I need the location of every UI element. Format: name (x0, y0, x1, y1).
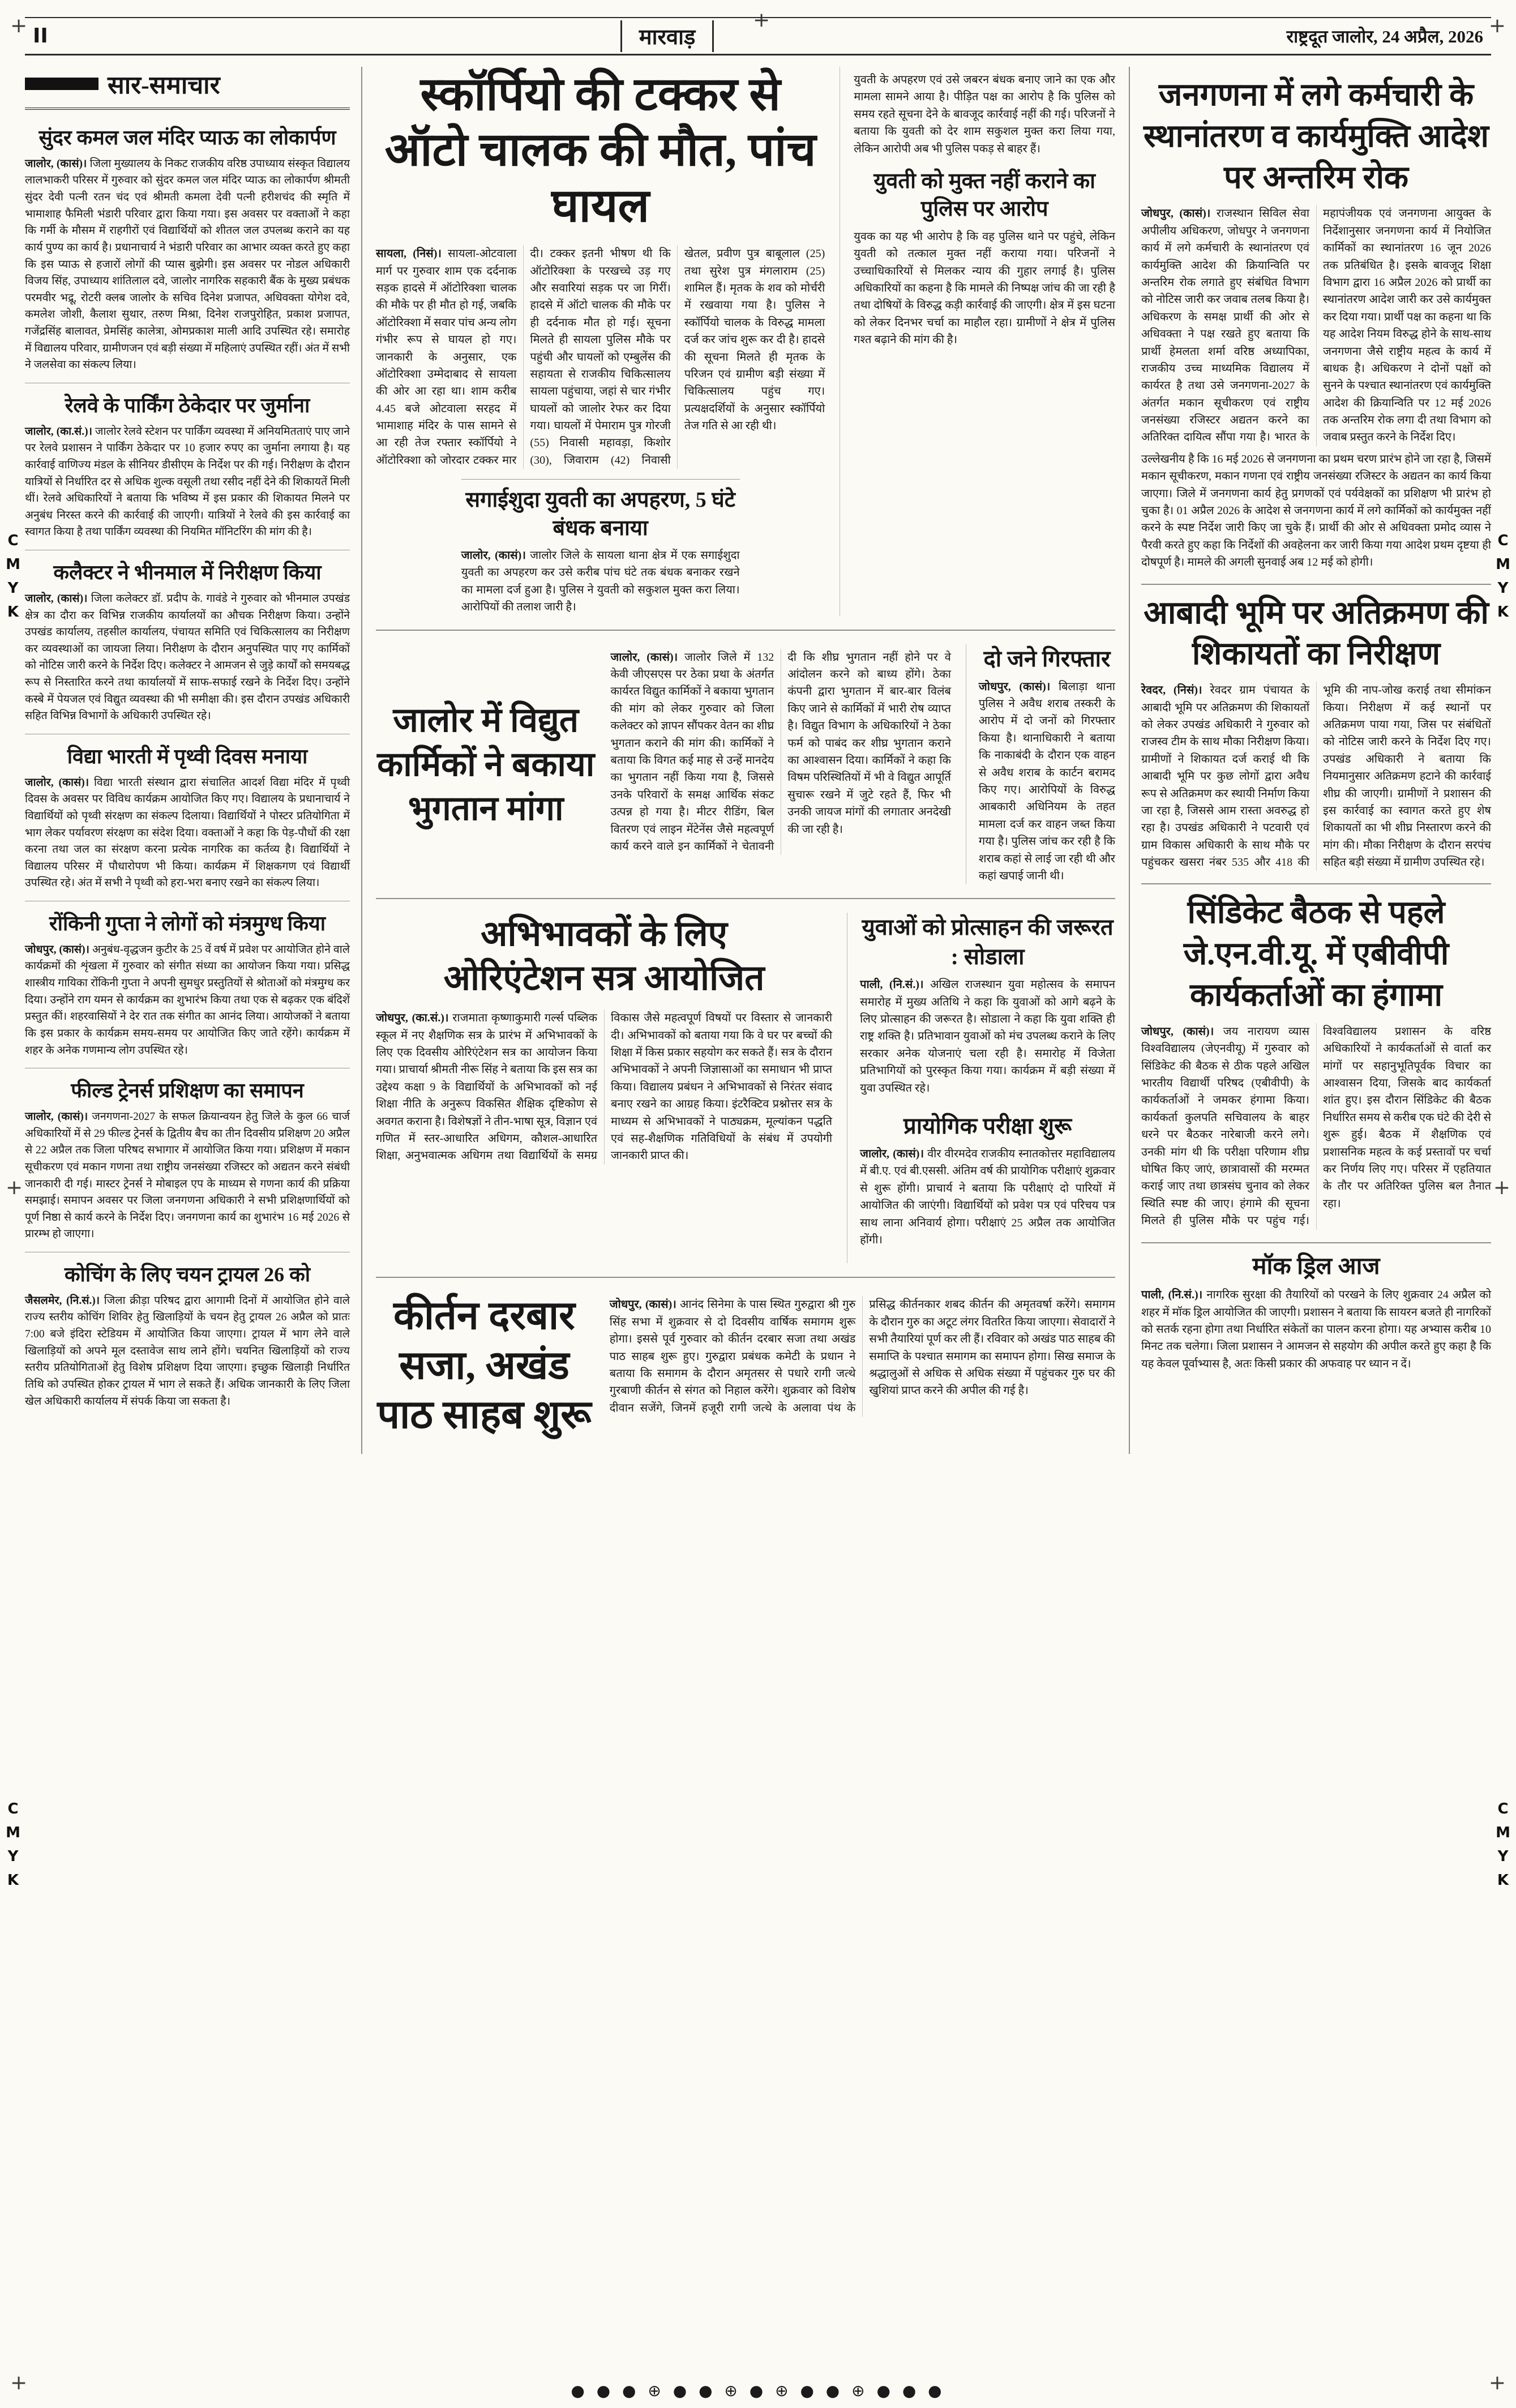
dateline: जालोर, (कासं)। (25, 776, 89, 789)
article-body (25, 1109, 350, 1243)
dateline: जैसलमेर, (नि.सं.)। (25, 1294, 100, 1307)
kirtan-body (610, 1291, 1115, 1440)
dateline: सायला, (निसं)। (376, 247, 442, 260)
dateline: जोधपुर, (का.सं.)। (376, 1012, 449, 1025)
inset-body (461, 547, 740, 616)
article-text: जनगणना-2027 के सफल क्रियान्वयन हेतु जिले के कुल 66 चार्ज अधिकारियों में से 29 फील्ड ट्रेनर्स के द्वितीय बैच का तीन दिवसीय प्रशिक्षण 20 अप्रैल से 22 अप्रैल तक जिला परिषद सभागार में आयोजित किया गया। प्रशिक्षण में मकान सूचीकरण एवं मकान गणना तथा राष्ट्रीय जनसंख्या रजिस्टर को अद्यतन करने संबंधी जानकारी दी गई। मास्टर ट्रेनर्स ने मोबाइल एप के माध्यम से गणना कार्य की प्रक्रिया समझाई। समापन अवसर पर जिला जनगणना अधिकारी ने सभी प्रशिक्षणार्थियों को पूर्ण निष्ठा से कार्य करने के निर्देश दिए। जनगणना कार्य का शुभारंभ 16 मई 2026 से प्रारम्भ हो जाएगा। (25, 1111, 350, 1241)
article-headline: रोंकिनी गुप्ता ने लोगों को मंत्रमुग्ध किया (49, 912, 326, 935)
section-title: मारवाड़ (620, 20, 714, 52)
article-census-stay-order (1141, 67, 1491, 585)
side-lead-text: युवती के अपहरण एवं उसे जबरन बंधक बनाए जाने का एक और मामला सामने आया है। पीड़ित पक्ष का आरोप है कि पुलिस को समय रहते सूचना देने के बावजूद कार्रवाई नहीं की गई। परिजनों ने बताया कि युवती को देर शाम सकुशल मुक्त करा लिया गया, लेकिन आरोपी अब भी पुलिस पकड़ से बाहर हैं। (854, 74, 1115, 155)
article-kirtan-darbar (376, 1278, 1115, 1454)
article-earth-day (25, 734, 350, 901)
orientation-headline: अभिभावकों के लिए ओरिएंटेशन सत्र आयोजित (443, 915, 765, 998)
article-body (25, 591, 350, 725)
crop-mark: + (10, 14, 28, 37)
youth-body (860, 976, 1115, 1097)
crop-mark: + (1488, 2371, 1506, 2394)
census-body-2: उल्लेखनीय है कि 16 मई 2026 से जनगणना का प्रथम चरण प्रारंभ होने जा रहा है, जिसमें मकान सूचीकरण, मकान गणना एवं राष्ट्रीय जनसंख्या रजिस्टर के अद्यतन का कार्य किया जाएगा। जिले में जनगणना कार्य हेतु प्रगणकों एवं पर्यवेक्षकों का प्रशिक्षण भी प्रारंभ हो चुका है। 01 अप्रैल 2026 के आदेश से जनगणना कार्य में लगे कार्मिकों को कार्यमुक्त नहीं करने के स्पष्ट निर्देश जारी किए जा चुके हैं। प्रार्थी की ओर से अधिवक्ता प्रमोद व्यास ने पैरवी करते हुए कहा कि निर्देशों की अवहेलना कर जारी किया गया आदेश प्रथम दृष्टया ही दोषपूर्ण है। मामले की अगली सुनवाई अब 12 मई को होगी। (1141, 452, 1491, 569)
article-text: अनुबंध-वृद्धजन कुटीर के 25 वें वर्ष में प्रवेश पर आयोजित होने वाले कार्यक्रमों की शृंखला में गुरुवार को संगीत संध्या का आयोजन किया गया। प्रसिद्ध शास्त्रीय गायिका रोंकिनी गुप्ता ने अपनी सुमधुर प्रस्तुतियों से श्रोताओं को मंत्रमुग्ध कर दिया। उन्होंने राग यमन से कार्यक्रम का शुभारंभ किया तथा एक से बढ़कर एक बंदिशें प्रस्तुत कीं। शहरवासियों ने देर रात तक संगीत का आनंद लिया। आयोजकों ने बताया कि इस प्रकार के कार्यक्रम समय-समय पर आयोजित किए जाते रहेंगे। कार्यक्रम में शहर के अनेक गणमान्य लोग उपस्थित रहे। (25, 943, 350, 1057)
article-encroachment-inspection (1141, 585, 1491, 885)
article-text: रेवदर ग्राम पंचायत के आबादी भूमि पर अतिक्रमण की शिकायतों को लेकर उपखंड अधिकारी ने गुरुवार को राजस्व टीम के साथ मौका निरीक्षण किया। ग्रामीणों ने शिकायत दर्ज कराई थी कि आबादी भूमि पर कुछ लोगों द्वारा अवैध रूप से अतिक्रमण कर स्थायी निर्माण किया जा रहा है, जिससे आम रास्ता अवरुद्ध हो रहा है। उपखंड अधिकारी ने पटवारी एवं ग्राम विकास अधिकारी के साथ मौके पर पहुंचकर खसरा नंबर 535 और 418 की भूमि की नाप-जोख कराई तथा सीमांकन किया। निरीक्षण में कई स्थानों पर अतिक्रमण पाया गया, जिस पर संबंधितों को नोटिस जारी करने के निर्देश दिए गए। उपखंड अधिकारी ने बताया कि नियमानुसार अतिक्रमण हटाने की कार्रवाई शीघ्र की जाएगी। ग्रामीणों ने प्रशासन की इस कार्रवाई का स्वागत करते हुए शेष शिकायतों का भी शीघ्र निस्तारण करने की मांग की। मौका निरीक्षण के दौरान सरपंच सहित बड़ी संख्या में ग्रामीण उपस्थित रहे। (1141, 684, 1491, 869)
article-body (25, 156, 350, 374)
article-headline: रेलवे के पार्किंग ठेकेदार पर जुर्माना (65, 394, 310, 417)
article-field-trainers (25, 1068, 350, 1252)
center-side-briefs (847, 913, 1115, 1263)
crop-mark: + (10, 2371, 28, 2394)
crop-mark: + (753, 8, 770, 32)
section-bar (25, 78, 99, 90)
arrests-headline: दो जने गिरफ्तार (983, 645, 1111, 671)
dateline: जालोर, (का.सं.)। (25, 425, 92, 438)
dateline: जालोर, (कासं)। (25, 592, 88, 605)
article-collector-inspection (25, 550, 350, 734)
article-text: राजस्थान सिविल सेवा अपीलीय अधिकरण, जोधपुर ने जनगणना कार्य में लगे कर्मचारी के स्थानांतरण एवं कार्यमुक्ति आदेश की क्रियान्विति पर अन्तरिम रोक लगाते हुए संबंधित विभाग को नोटिस जारी कर जवाब तलब किया है। अधिकरण के समक्ष प्रार्थी की ओर से अधिवक्ता ने पक्ष रखते हुए बताया कि प्रार्थी हेमलता शर्मा वरिष्ठ अध्यापिका, राजकीय उच्च माध्यमिक विद्यालय में कार्यरत है तथा उसे जनगणना-2027 के अंतर्गत मकान सूचीकरण एवं राष्ट्रीय जनसंख्या रजिस्टर अद्यतन करने का अतिरिक्त दायित्व सौंपा गया है। भारत के महापंजीयक एवं जनगणना आयुक्त के निर्देशानुसार जनगणना कार्य में नियोजित कार्मिकों का स्थानांतरण 16 जून 2026 तक प्रतिबंधित है। इसके बावजूद शिक्षा विभाग द्वारा 16 अप्रैल 2026 को प्रार्थी का स्थानांतरण आदेश जारी कर उसे कार्यमुक्त कर दिया गया। प्रार्थी पक्ष का कहना था कि यह आदेश नियम विरुद्ध होने के साथ-साथ जनगणना जैसे राष्ट्रीय महत्व के कार्य में बाधक है। अधिकरण ने दोनों पक्षों को सुनने के पश्चात स्थानांतरण एवं कार्यमुक्ति आदेश की क्रियान्विति पर 12 मई 2026 तक अन्तरिम रोक लगा दी तथा विभाग को जवाब प्रस्तुत करने के निर्देश दिए। (1141, 207, 1491, 444)
article-row-orientation (376, 899, 1115, 1278)
article-text: बिलाड़ा थाना पुलिस ने अवैध शराब तस्करी के आरोप में दो जनों को गिरफ्तार किया है। थानाधिकारी ने बताया कि नाकाबंदी के दौरान एक वाहन से अवैध शराब के कार्टन बरामद किए गए। आरोपियों के विरुद्ध आबकारी अधिनियम के तहत मामला दर्ज कर वाहन जब्त किया गया है। पुलिस जांच कर रही है कि शराब कहां से लाई जा रही थी और कहां खपाई जानी थी। (978, 680, 1115, 882)
cmyk-registration-right-upper: CMYK (1494, 532, 1511, 627)
article-two-arrested (966, 644, 1115, 885)
dateline: जालोर, (कासं)। (860, 1148, 924, 1161)
encroachment-headline: आबादी भूमि पर अतिक्रमण की शिकायतों का निरीक्षण (1144, 595, 1489, 672)
article-text: आनंद सिनेमा के पास स्थित गुरुद्वारा श्री गुरु सिंह सभा में शुक्रवार से दो दिवसीय वार्षिक समागम शुरू होगा। इससे पूर्व गुरुवार को कीर्तन दरबार सजा तथा अखंड पाठ साहब शुरू हुए। गुरुद्वारा प्रबंधक कमेटी के प्रधान ने बताया कि समागम के दौरान अमृतसर से पधारे रागी जत्थे गुरबाणी कीर्तन से संगत को निहाल करेंगे। शुक्रवार को विशेष दीवान सजेंगे, जिनमें हजूरी रागी जत्थे के अलावा पंथ के प्रसिद्ध कीर्तनकार शबद कीर्तन की अमृतवर्षा करेंगे। समागम के दौरान गुरु का अटूट लंगर वितरित किया जाएगा। सेवादारों ने सभी तैयारियां पूर्ण कर ली हैं। रविवार को अखंड पाठ साहब की समाप्ति के पश्चात समागम का समापन होगा। सिख समाज के श्रद्धालुओं से अधिक से अधिक संख्या में पहुंचकर गुरु घर की खुशियां प्राप्त करने की अपील की गई है। (609, 1298, 1115, 1414)
article-text: विद्या भारती संस्थान द्वारा संचालित आदर्श विद्या मंदिर में पृथ्वी दिवस के अवसर पर विविध कार्यक्रम आयोजित किए गए। विद्यालय के प्रधानाचार्य ने विद्यार्थियों को पृथ्वी संरक्षण का संकल्प दिलाया। विद्यार्थियों ने पोस्टर प्रतियोगिता में भाग लेकर पर्यावरण संरक्षण का संदेश दिया। वक्ताओं ने कहा कि पेड़-पौधों की रक्षा करना तथा जल का संरक्षण करना प्रत्येक नागरिक का कर्तव्य है। विद्यार्थियों ने विद्यालय परिसर में पौधारोपण भी किया। कार्यक्रम में शिक्षकगण एवं विद्यार्थी उपस्थित रहे। अंत में सभी ने पृथ्वी को हरा-भरा बनाए रखने का संकल्प लिया। (25, 776, 350, 889)
page-body (0, 55, 1516, 1499)
dateline: जोधपुर, (कासं)। (1141, 1025, 1214, 1038)
article-headline: सुंदर कमल जल मंदिर प्याऊ का लोकार्पण (38, 126, 336, 149)
encroachment-body-columns (1141, 682, 1491, 871)
article-headline: फील्ड ट्रेनर्स प्रशिक्षण का समापन (71, 1079, 304, 1102)
article-mock-drill (1141, 1243, 1491, 1385)
exam-headline: प्रायोगिक परीक्षा शुरू (903, 1113, 1072, 1139)
crop-mark: + (1488, 14, 1506, 37)
dateline: जोधपुर, (कासं)। (1141, 207, 1211, 220)
article-text: सायला-ओटवाला मार्ग पर गुरुवार शाम एक दर्दनाक सड़क हादसे में ऑटोरिक्शा चालक की मौके पर ही मौत हो गई, जबकि ऑटोरिक्शा में सवार पांच अन्य लोग गंभीर रूप से घायल हो गए। जानकारी के अनुसार, एक ऑटोरिक्शा उम्मेदाबाद से सायला की ओर आ रहा था। शाम करीब 4.45 बजे ओटवाला सरहद में भामाशाह मंदिर के पास सामने से आ रही तेज रफ्तार स्कॉर्पियो ने ऑटोरिक्शा को जोरदार टक्कर मार दी। टक्कर इतनी भीषण थी कि ऑटोरिक्शा के परखच्चे उड़ गए और सवारियां सड़क पर जा गिरीं। हादसे में ऑटो चालक की मौके पर ही दर्दनाक मौत हो गई। सूचना मिलते ही सायला पुलिस मौके पर पहुंची और घायलों को एम्बुलेंस की सहायता से राजकीय चिकित्सालय सायला पहुंचाया, जहां से चार गंभीर घायलों को जालोर रेफर कर दिया गया। घायलों में पेमाराम पुत्र गोरजी (55) निवासी महावड़ा, किशोर (30), जिवाराम (42) निवासी खेतल, प्रवीण पुत्र बाबूलाल (25) तथा सुरेश पुत्र मंगलाराम (25) शामिल हैं। मृतक के शव को मोर्चरी में रखवाया गया है। पुलिस ने स्कॉर्पियो चालक के विरुद्ध मामला दर्ज कर जांच शुरू कर दी है। हादसे की सूचना मिलते ही मृतक के परिजन एवं ग्रामीण बड़ी संख्या में चिकित्सालय पहुंच गए। प्रत्यक्षदर्शियों के अनुसार स्कॉर्पियो तेज गति से आ रही थी। (376, 247, 825, 467)
census-body-columns (1141, 205, 1491, 446)
youth-headline: युवाओं को प्रोत्साहन की जरूरत : सोडाला (862, 914, 1114, 970)
article-text: जालोर रेलवे स्टेशन पर पार्किंग व्यवस्था में अनियमितताएं पाए जाने पर रेलवे प्रशासन ने पार्किंग ठेकेदार पर 10 हजार रुपए का जुर्माना लगाया है। यह कार्रवाई वाणिज्य मंडल के सीनियर डीसीएम के निर्देश पर की गई। निरीक्षण के दौरान यात्रियों से निर्धारित दर से अधिक शुल्क वसूली तथा रसीद नहीं देने की शिकायतें मिली थीं। रेलवे अधिकारियों ने बताया कि भविष्य में इस प्रकार की शिकायत मिलने पर अनुबंध निरस्त करने की कार्रवाई की जाएगी। यात्रियों ने रेलवे की इस कार्रवाई का स्वागत किया है तथा पार्किंग व्यवस्था की नियमित मॉनिटरिंग की मांग की है। (25, 425, 350, 538)
orientation-body-columns (376, 1010, 832, 1165)
abvp-body-columns (1141, 1023, 1491, 1230)
center-column (362, 67, 1129, 1454)
dateline: पाली, (नि.सं.)। (1141, 1289, 1203, 1302)
crop-mark: + (6, 1176, 23, 1199)
inset-headline: सगाईशुदा युवती का अपहरण, 5 घंटे बंधक बनाया (465, 488, 735, 540)
article-text: जय नारायण व्यास विश्वविद्यालय (जेएनवीयू) में गुरुवार को सिंडिकेट की बैठक से ठीक पहले अखिल भारतीय विद्यार्थी परिषद (एबीवीपी) के कार्यकर्ताओं ने जमकर हंगामा किया। कार्यकर्ता कुलपति सचिवालय के बाहर धरने पर बैठकर नारेबाजी करने लगे। उनकी मांग थी कि परीक्षा परिणाम शीघ्र घोषित किए जाएं, छात्रावासों की मरम्मत कराई जाए तथा छात्रसंघ चुनाव को लेकर स्थिति स्पष्ट की जाए। हंगामे की सूचना मिलते ही पुलिस मौके पर पहुंच गई। विश्वविद्यालय प्रशासन के वरिष्ठ अधिकारियों ने कार्यकर्ताओं से वार्ता कर मांगों पर सहानुभूतिपूर्वक विचार का आश्वासन दिया, जिसके बाद कार्यकर्ता शांत हुए। इस दौरान सिंडिकेट की बैठक निर्धारित समय से करीब एक घंटे की देरी से शुरू हुई। बैठक में शैक्षणिक एवं प्रशासनिक महत्व के कई प्रस्तावों पर चर्चा कर निर्णय लिए गए। परिसर में एहतियात के तौर पर अतिरिक्त पुलिस बल तैनात रहा। (1141, 1025, 1491, 1227)
news-briefs-header (25, 67, 350, 110)
article-text: जालोर जिले के सायला थाना क्षेत्र में एक सगाईशुदा युवती का अपहरण कर उसे करीब पांच घंटे तक बंधक बनाकर रखने का मामला दर्ज हुआ है। पुलिस ने युवती को सकुशल मुक्त करा लिया। आरोपियों की तलाश जारी है। (461, 549, 740, 614)
electricity-body (610, 644, 950, 885)
article-youth-encouragement (860, 913, 1115, 1097)
article-body (25, 424, 350, 541)
article-text: नागरिक सुरक्षा की तैयारियों को परखने के लिए शुक्रवार 24 अप्रैल को शहर में मॉक ड्रिल आयोजित की जाएगी। प्रशासन ने बताया कि सायरन बजते ही नागरिकों को सतर्क रहना होगा तथा निर्धारित संकेतों का पालन करना होगा। यह अभ्यास करीब 10 मिनट तक चलेगा। जिला प्रशासन ने आमजन से सहयोग की अपील करते हुए कहा है कि यह केवल पूर्वाभ्यास है, अतः किसी प्रकार की अफवाह पर ध्यान न दें। (1141, 1289, 1492, 1370)
abvp-headline: सिंडिकेट बैठक से पहले जे.एन.वी.यू. में एबीवीपी कार्यकर्ताओं का हंगामा (1183, 895, 1449, 1013)
right-column (1129, 67, 1491, 1454)
article-text: जालोर जिले में 132 केवी जीएसएस पर ठेका प्रथा के अंतर्गत कार्यरत विद्युत कार्मिकों ने बकाया भुगतान की मांग को लेकर गुरुवार को जिला कलेक्टर को ज्ञापन सौंपकर वेतन का शीघ्र भुगतान कराने की मांग की। कार्मिकों ने बताया कि विगत कई माह से उन्हें मानदेय का भुगतान नहीं किया गया है, जिससे उनके परिवारों के समक्ष आर्थिक संकट उत्पन्न हो गया है। मीटर रीडिंग, बिल वितरण एवं लाइन मेंटेनेंस जैसे महत्वपूर्ण कार्य करने वाले इन कार्मिकों ने चेतावनी दी कि शीघ्र भुगतान नहीं होने पर वे आंदोलन करने को बाध्य होंगे। ठेका कंपनी द्वारा भुगतान में बार-बार विलंब किए जाने से कार्मिकों में भारी रोष व्याप्त है। विद्युत विभाग के अधिकारियों ने ठेका फर्म को पाबंद कर शीघ्र भुगतान कराने का आश्वासन दिया। कार्मिकों ने कहा कि विषम परिस्थितियों में भी वे विद्युत आपूर्ति सुचारू रखने में जुटे रहते हैं, फिर भी उनकी जायज मांगों की लगातार अनदेखी की जा रही है। (610, 651, 951, 853)
footer-registration-marks: ● ● ● ⊕ ● ● ⊕ ● ⊕ ● ● ⊕ ● ● ● (571, 2381, 945, 2400)
dateline: जालोर, (कासं)। (610, 651, 678, 664)
article-orientation (376, 913, 832, 1263)
article-text: जिला क्रीड़ा परिषद द्वारा आगामी दिनों में आयोजित होने वाले राज्य स्तरीय कोचिंग शिविर हेतु खिलाड़ियों के चयन हेतु ट्रायल 26 अप्रैल को प्रातः 7:00 बजे इंदिरा स्टेडियम में आयोजित किया जाएगा। ट्रायल में भाग लेने वाले खिलाड़ियों को अपने मूल दस्तावेज साथ लाने होंगे। चयनित खिलाड़ियों को राज्य स्तरीय प्रतियोगिताओं हेतु विशेष प्रशिक्षण दिया जाएगा। इच्छुक खिलाड़ी निर्धारित तिथि को उपस्थित होकर ट्रायल में भाग ले सकते हैं। अधिक जानकारी के लिए जिला खेल अधिकारी कार्यालय में संपर्क किया जा सकता है। (25, 1294, 350, 1408)
accident-main (376, 67, 825, 616)
article-body (25, 775, 350, 892)
article-text: राजमाता कृष्णाकुमारी गर्ल्स पब्लिक स्कूल में नए शैक्षणिक सत्र के प्रारंभ में अभिभावकों के लिए एक दिवसीय ओरिएंटेशन सत्र का आयोजन किया गया। प्राचार्या श्रीमती नीरू सिंह ने बताया कि इस सत्र का उद्देश्य कक्षा 9 के विद्यार्थियों के अभिभावकों को नई शिक्षा नीति के अनुरूप विकसित शैक्षिक दृष्टिकोण से अवगत कराना है। विशेषज्ञों ने तीन-भाषा सूत्र, विज्ञान एवं गणित में स्तर-आधारित अधिगम, कौशल-आधारित शिक्षा, अनुभवात्मक अधिगम तथा विद्यार्थियों के समग्र विकास जैसे महत्वपूर्ण विषयों पर विस्तार से जानकारी दी। अभिभावकों को बताया गया कि वे घर पर बच्चों की शिक्षा में किस प्रकार सहयोग कर सकते हैं। सत्र के दौरान अभिभावकों ने अपनी जिज्ञासाओं का समाधान भी प्राप्त किया। विद्यालय प्रबंधन ने अभिभावकों से निरंतर संवाद बनाए रखने का आग्रह किया। इंटरैक्टिव प्रश्नोत्तर सत्र के माध्यम से अभिभावकों ने पाठ्यक्रम, मूल्यांकन पद्धति एवं सह-शैक्षणिक गतिविधियों के संबंध में उपयोगी जानकारी प्राप्त की। (376, 1012, 833, 1162)
article-music-evening (25, 901, 350, 1068)
mockdrill-body (1141, 1286, 1491, 1372)
side-body-text: युवक का यह भी आरोप है कि वह पुलिस थाने पर पहुंचे, लेकिन युवती को तत्काल मुक्त नहीं कराया गया। परिजनों ने उच्चाधिकारियों से मिलकर न्याय की गुहार लगाई है। पुलिस अधिकारियों का कहना है कि मामले की निष्पक्ष जांच की जा रही है तथा दोषियों के विरुद्ध कड़ी कार्रवाई की जाएगी। क्षेत्र में इस घटना को लेकर दिनभर चर्चा का माहौल रहा। ग्रामीणों ने क्षेत्र में पुलिस गश्त बढ़ाने की मांग की है। (854, 230, 1115, 347)
census-headline: जनगणना में लगे कर्मचारी के स्थानांतरण व कार्यमुक्ति आदेश पर अन्तरिम रोक (1144, 78, 1489, 195)
dateline: जालोर, (कासं)। (461, 549, 526, 562)
article-parking-fine (25, 383, 350, 550)
crop-mark: + (1493, 1176, 1510, 1199)
article-kidnapping-inset (461, 479, 740, 615)
article-scorpio-accident (376, 67, 1115, 631)
accident-body-columns (376, 245, 825, 469)
dateline: जोधपुर, (कासं)। (978, 680, 1051, 693)
article-body (25, 1293, 350, 1410)
article-headline: विद्या भारती में पृथ्वी दिवस मनाया (67, 745, 308, 768)
left-column (25, 67, 362, 1454)
dateline: जालोर, (कासं)। (25, 157, 87, 170)
side-subhead: युवती को मुक्त नहीं कराने का पुलिस पर आरोप (873, 169, 1096, 221)
kirtan-body-columns (610, 1296, 1115, 1417)
lead-headline: स्कॉर्पियो की टक्कर से ऑटो चालक की मौत, पांच घायल (384, 69, 816, 232)
article-inauguration (25, 116, 350, 383)
article-practical-exam (860, 1111, 1115, 1248)
dateline: पाली, (नि.सं.)। (860, 978, 924, 991)
page-header (25, 17, 1491, 55)
exam-body (860, 1145, 1115, 1248)
dateline: रेवदर, (निसं)। (1141, 684, 1202, 697)
accident-side-column (840, 67, 1115, 616)
kirtan-headline: कीर्तन दरबार सजा, अखंड पाठ साहब शुरू (377, 1294, 592, 1438)
cmyk-registration-left-lower: CMYK (5, 1800, 22, 1896)
article-headline: कोचिंग के लिए चयन ट्रायल 26 को (64, 1263, 311, 1286)
article-row-electricity (376, 631, 1115, 900)
article-headline: कलैक्टर ने भीनमाल में निरीक्षण किया (53, 561, 322, 584)
article-coaching-trial (25, 1252, 350, 1419)
page-number: II (33, 24, 48, 48)
article-text: जिला कलेक्टर डॉ. प्रदीप के. गावंडे ने गुरुवार को भीनमाल उपखंड क्षेत्र का दौरा कर विभिन्न राजकीय कार्यालयों का औचक निरीक्षण किया। उन्होंने उपखंड कार्यालय, तहसील कार्यालय, पंचायत समिति एवं चिकित्सालय का निरीक्षण कर व्यवस्थाओं का जायजा लिया। निरीक्षण के दौरान अनुपस्थित पाए गए कार्मिकों को नोटिस जारी करने के निर्देश दिए। कलेक्टर ने आमजन से जुड़े कार्यों को समयबद्ध रूप से निस्तारित करने तथा कार्यालयों में साफ-सफाई रखने के निर्देश दिए। उन्होंने कस्बे में पेयजल एवं विद्युत व्यवस्था की भी समीक्षा की। इस दौरान उपखंड अधिकारी सहित विभिन्न विभागों के अधिकारी उपस्थित रहे। (25, 592, 350, 722)
arrests-body (979, 678, 1115, 885)
mockdrill-headline: मॉक ड्रिल आज (1252, 1253, 1380, 1280)
electricity-body-columns (610, 649, 950, 856)
cmyk-registration-left-upper: CMYK (5, 532, 22, 627)
dateline: जोधपुर, (कासं)। (25, 943, 89, 956)
article-text: अखिल राजस्थान युवा महोत्सव के समापन समारोह में मुख्य अतिथि ने कहा कि युवाओं को आगे बढ़ने के लिए प्रोत्साहन की जरूरत है। सोडाला ने कहा कि युवा शक्ति ही राष्ट्र शक्ति है। प्रतिभावान युवाओं को मंच उपलब्ध कराने के लिए सरकार अनेक योजनाएं चला रही है। समारोह में विजेता प्रतिभागियों को पुरस्कृत किया गया। कार्यक्रम में बड़ी संख्या में युवा उपस्थित रहे। (860, 978, 1115, 1094)
article-text: जिला मुख्यालय के निकट राजकीय वरिष्ठ उपाध्याय संस्कृत विद्यालय लालभाकरी परिसर में गुरुवार को सुंदर कमल जल मंदिर प्याऊ का लोकार्पण श्रीमती सुंदर देवी पत्नी रतन चंद एवं श्रीमती कमला देवी पत्नी हरीशचंद की स्मृति में भामाशाह फैमिली भंडारी परिवार द्वारा किया गया। इस अवसर पर वक्ताओं ने कहा कि गर्मी के मौसम में राहगीरों एवं विद्यार्थियों को शीतल जल उपलब्ध कराने का यह कार्य पुण्य का कार्य है। प्रधानाचार्य ने भंडारी परिवार का आभार व्यक्त करते हुए कहा कि इस प्याऊ से हजारों लोगों की प्यास बुझेगी। इस अवसर पर नोडल अधिकारी विजय सिंह, उपाध्याय शांतिलाल दवे, जालोर नागरिक सहकारी बैंक के मुख्य प्रबंधक परमवीर भद्रू, रोटरी क्लब जालोर के सचिव दिनेश प्रजापत, अधिवक्ता योगेश दवे, कमलेश जोशी, कैलाश सुथार, तरुण मिश्रा, दिनेश राजपुरोहित, प्रकाश प्रजापत, गजेंद्रसिंह बालावत, प्रेमसिंह कालेत्रा, ओमप्रकाश माली आदि उपस्थित रहे। समारोह में विद्यालय परिवार, ग्रामीणजन एवं बड़ी संख्या में महिलाएं उपस्थित रहीं। अंत में सभी ने जलसेवा का संकल्प लिया। (25, 157, 350, 371)
news-briefs-title: सार-समाचार (108, 71, 220, 99)
dateline: जोधपुर, (कासं)। (609, 1298, 676, 1311)
dateline: जालोर, (कासं)। (25, 1111, 88, 1123)
cmyk-registration-right-lower: CMYK (1494, 1800, 1511, 1896)
article-abvp-protest (1141, 884, 1491, 1243)
masthead-date: राष्ट्रदूत जालोर, 24 अप्रैल, 2026 (1286, 26, 1483, 46)
article-body (25, 942, 350, 1059)
article-text: वीर वीरमदेव राजकीय स्नातकोत्तर महाविद्यालय में बी.ए. एवं बी.एससी. अंतिम वर्ष की प्रायोगिक परीक्षाएं शुक्रवार से शुरू होंगी। प्राचार्य ने बताया कि परीक्षाएं दो पारियों में आयोजित की जाएंगी। विद्यार्थियों को प्रवेश पत्र एवं परिचय पत्र साथ लाना अनिवार्य होगा। परीक्षाएं 25 अप्रैल तक आयोजित होंगी। (860, 1148, 1115, 1246)
electricity-headline: जालोर में विद्युत कार्मिकों ने बकाया भुगतान मांगा (377, 701, 595, 827)
